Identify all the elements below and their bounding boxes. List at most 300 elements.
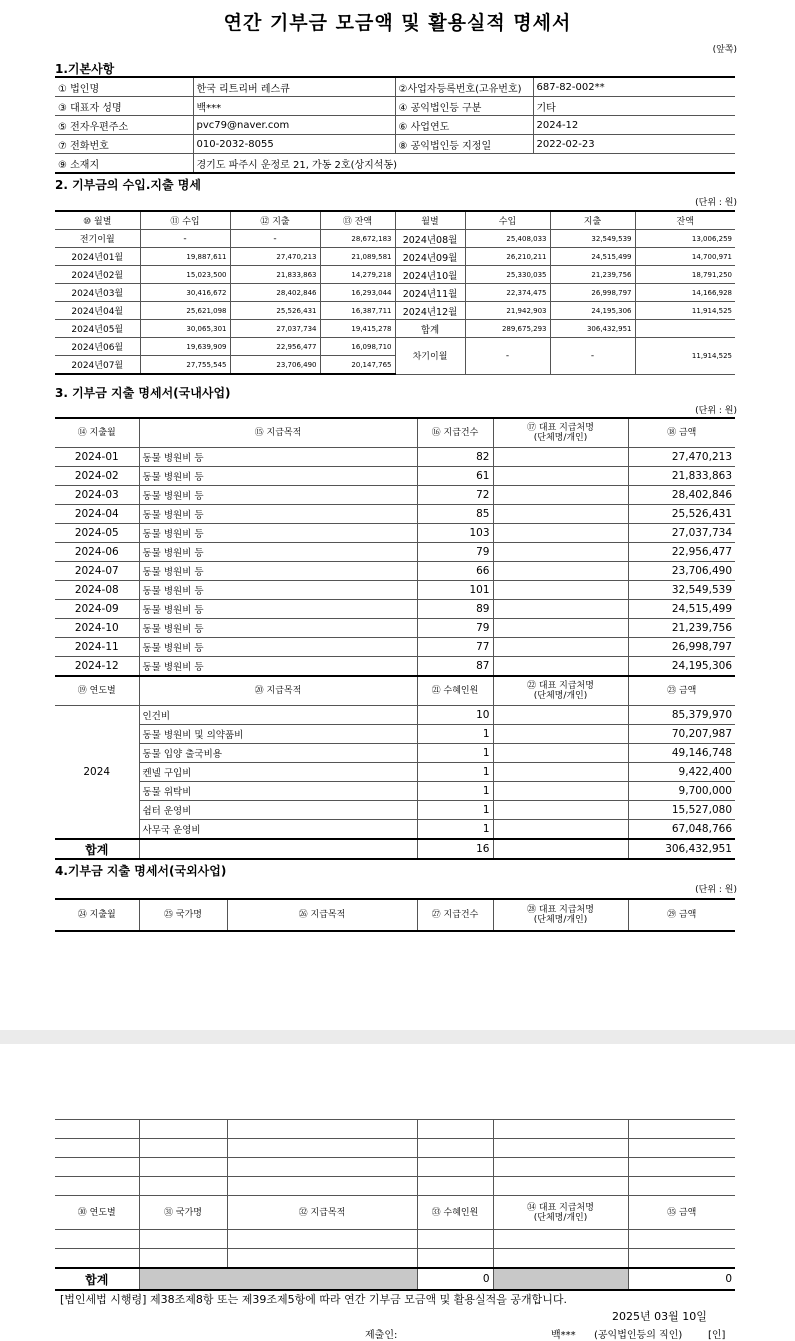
expense-amount: 9,700,000 [628, 782, 735, 801]
expense-month: 2024-01 [55, 448, 139, 467]
recipient-name [493, 448, 628, 467]
expense-purpose: 동물 입양 출국비용 [139, 744, 417, 763]
section-4-heading: 4.기부금 지출 명세서(국외사업) [55, 864, 227, 878]
page-side-label: (앞쪽) [712, 45, 737, 55]
balance-cell: 16,293,044 [320, 284, 395, 302]
balance-cell: 14,166,928 [635, 284, 735, 302]
expense-amount: 27,470,213 [628, 448, 735, 467]
expense-cell: 21,239,756 [550, 266, 635, 284]
empty-cell [139, 1177, 227, 1196]
total-amount: 0 [628, 1268, 735, 1290]
balance-cell: 11,914,525 [635, 302, 735, 320]
empty-cell [628, 1177, 735, 1196]
column-header: ㉜ 지급목적 [227, 1196, 417, 1230]
empty-cell [55, 1249, 139, 1269]
table-row [55, 782, 735, 801]
empty-cell [227, 1177, 417, 1196]
table-row [55, 338, 735, 356]
expense-purpose: 사무국 운영비 [139, 820, 417, 840]
expense-month: 2024-05 [55, 524, 139, 543]
empty-cell [417, 1230, 493, 1249]
grey-cell [139, 1268, 417, 1290]
empty-cell [139, 1158, 227, 1177]
month-cell: 2024년05월 [55, 320, 140, 338]
column-header: ㉟ 금액 [628, 1196, 735, 1230]
expense-purpose: 쉼터 운영비 [139, 801, 417, 820]
table-row [55, 524, 735, 543]
column-header: ㉘ 대표 지급처명 (단체명/개인) [493, 899, 628, 931]
month-cell: 2024년12월 [395, 302, 465, 320]
balance-cell: 21,089,581 [320, 248, 395, 266]
empty-cell [628, 1249, 735, 1269]
recipient-name [493, 657, 628, 677]
table-row [55, 154, 735, 174]
empty-cell [493, 1177, 628, 1196]
beneficiary-count: 1 [417, 782, 493, 801]
empty-cell [493, 1249, 628, 1269]
column-header: ⑰ 대표 지급처명 (단체명/개인) [493, 418, 628, 448]
table-row [55, 248, 735, 266]
expense-amount: 85,379,970 [628, 706, 735, 725]
empty-cell [55, 1230, 139, 1249]
field-value: pvc79@naver.com [193, 116, 395, 135]
expense-amount: 23,706,490 [628, 562, 735, 581]
column-header: 수입 [465, 211, 550, 230]
expense-month: 2024-08 [55, 581, 139, 600]
expense-purpose: 동물 병원비 등 [139, 505, 417, 524]
empty-cell [139, 1230, 227, 1249]
field-label: ⑥ 사업연도 [395, 116, 533, 135]
expense-purpose: 동물 병원비 등 [139, 448, 417, 467]
expense-cell: - [230, 230, 320, 248]
empty-cell [417, 1158, 493, 1177]
table-row [55, 657, 735, 677]
table-row [55, 1249, 735, 1269]
expense-month: 2024-09 [55, 600, 139, 619]
table-row [55, 744, 735, 763]
expense-amount: 67,048,766 [628, 820, 735, 840]
carry-label: 차기이월 [395, 338, 465, 375]
total-label: 합계 [55, 839, 139, 859]
field-value: 2024-12 [533, 116, 735, 135]
expense-cell: 25,526,431 [230, 302, 320, 320]
expense-amount: 26,998,797 [628, 638, 735, 657]
empty-cell [493, 1139, 628, 1158]
table-row [55, 97, 735, 116]
expense-purpose: 켄넬 구입비 [139, 763, 417, 782]
month-cell: 전기이월 [55, 230, 140, 248]
submitter-name: 백*** [551, 1330, 576, 1341]
recipient-name [493, 562, 628, 581]
expense-cell: 306,432,951 [550, 320, 635, 338]
column-header: ⑭ 지출월 [55, 418, 139, 448]
table-row [55, 543, 735, 562]
empty-cell [493, 1120, 628, 1139]
total-amount: 306,432,951 [628, 839, 735, 859]
expense-count: 82 [417, 448, 493, 467]
field-label: ④ 공익법인등 구분 [395, 97, 533, 116]
month-cell: 합계 [395, 320, 465, 338]
recipient-name [493, 486, 628, 505]
recipient-name [493, 725, 628, 744]
section-2-heading: 2. 기부금의 수입.지출 명세 [55, 178, 201, 192]
income-cell: 19,887,611 [140, 248, 230, 266]
empty-cell [628, 1120, 735, 1139]
column-header: ㉖ 지급목적 [227, 899, 417, 931]
section-3-heading: 3. 기부금 지출 명세서(국내사업) [55, 386, 231, 400]
recipient-name [493, 619, 628, 638]
income-cell: 19,639,909 [140, 338, 230, 356]
column-header: ㉒ 대표 지급처명 (단체명/개인) [493, 676, 628, 706]
section-4-unit: (단위 : 원) [695, 885, 737, 895]
expense-amount: 22,956,477 [628, 543, 735, 562]
expense-purpose: 동물 병원비 등 [139, 486, 417, 505]
balance-cell: 13,006,259 [635, 230, 735, 248]
empty-cell [55, 1139, 139, 1158]
expense-count: 79 [417, 619, 493, 638]
recipient-name [493, 744, 628, 763]
empty-cell [417, 1139, 493, 1158]
expense-count: 77 [417, 638, 493, 657]
table-row [55, 486, 735, 505]
month-cell: 2024년06월 [55, 338, 140, 356]
table-row [55, 820, 735, 840]
empty-cell [628, 1139, 735, 1158]
form-page-2 [0, 1044, 795, 1339]
expense-cell: 22,956,477 [230, 338, 320, 356]
column-header: ㉙ 금액 [628, 899, 735, 931]
seal-mark: [인] [708, 1330, 726, 1341]
expense-count: 87 [417, 657, 493, 677]
field-label: ① 법인명 [55, 77, 193, 97]
expense-amount: 15,527,080 [628, 801, 735, 820]
expense-amount: 21,239,756 [628, 619, 735, 638]
field-label: ⑨ 소재지 [55, 154, 193, 174]
column-header: ㉝ 수혜인원 [417, 1196, 493, 1230]
expense-cell: 27,037,734 [230, 320, 320, 338]
expense-purpose: 동물 병원비 등 [139, 619, 417, 638]
expense-amount: 70,207,987 [628, 725, 735, 744]
empty-cell [628, 1158, 735, 1177]
table-row [55, 284, 735, 302]
empty-cell [227, 1158, 417, 1177]
expense-amount: 24,515,499 [628, 600, 735, 619]
recipient-name [493, 782, 628, 801]
empty-cell [493, 1230, 628, 1249]
expense-count: 103 [417, 524, 493, 543]
expense-purpose: 동물 병원비 등 [139, 562, 417, 581]
recipient-name [493, 801, 628, 820]
empty-cell [628, 1230, 735, 1249]
column-header: ⑪ 수입 [140, 211, 230, 230]
column-header: ㉕ 국가명 [139, 899, 227, 931]
month-cell: 2024년09월 [395, 248, 465, 266]
expense-amount: 25,526,431 [628, 505, 735, 524]
income-cell: 30,065,301 [140, 320, 230, 338]
table-cell [493, 839, 628, 859]
month-cell: 2024년01월 [55, 248, 140, 266]
month-cell: 2024년03월 [55, 284, 140, 302]
table-row [55, 562, 735, 581]
recipient-name [493, 820, 628, 840]
income-cell: 26,210,211 [465, 248, 550, 266]
column-header: ⑩ 월별 [55, 211, 140, 230]
expense-purpose: 동물 병원비 등 [139, 467, 417, 486]
expense-cell: 21,833,863 [230, 266, 320, 284]
balance-cell: 28,672,183 [320, 230, 395, 248]
recipient-name [493, 543, 628, 562]
column-header: ⑬ 잔액 [320, 211, 395, 230]
income-cell: 289,675,293 [465, 320, 550, 338]
income-cell: - [140, 230, 230, 248]
column-header: ⑳ 지급목적 [139, 676, 417, 706]
column-header: ㉑ 수혜인원 [417, 676, 493, 706]
income-cell: 15,023,500 [140, 266, 230, 284]
field-value: 한국 리트리버 레스큐 [193, 77, 395, 97]
income-cell: 25,621,098 [140, 302, 230, 320]
expense-purpose: 동물 병원비 등 [139, 543, 417, 562]
empty-cell [417, 1249, 493, 1269]
column-header: 잔액 [635, 211, 735, 230]
expense-month: 2024-11 [55, 638, 139, 657]
month-cell: 2024년08월 [395, 230, 465, 248]
income-cell: 27,755,545 [140, 356, 230, 375]
section-2-unit: (단위 : 원) [695, 198, 737, 208]
table-row [55, 505, 735, 524]
month-cell: 2024년02월 [55, 266, 140, 284]
beneficiary-count: 1 [417, 801, 493, 820]
expense-amount: 32,549,539 [628, 581, 735, 600]
beneficiary-count: 10 [417, 706, 493, 725]
column-header: ㉞ 대표 지급처명 (단체명/개인) [493, 1196, 628, 1230]
recipient-name [493, 763, 628, 782]
table-row [55, 619, 735, 638]
empty-cell [139, 1139, 227, 1158]
field-value: 010-2032-8055 [193, 135, 395, 154]
field-label: ②사업자등록번호(고유번호) [395, 77, 533, 97]
balance-cell: 16,098,710 [320, 338, 395, 356]
column-header: ㉛ 국가명 [139, 1196, 227, 1230]
expense-purpose: 동물 병원비 등 [139, 600, 417, 619]
law-notice: [법인세법 시행령] 제38조제8항 또는 제39조제5항에 따라 연간 기부금 모금액 및 활용실적을 공개합니다. [60, 1293, 567, 1306]
table-row [55, 230, 735, 248]
monthly-income-expense-table [55, 210, 735, 375]
expense-month: 2024-06 [55, 543, 139, 562]
balance-cell: 14,700,971 [635, 248, 735, 266]
table-row [55, 1230, 735, 1249]
column-header: ⑲ 연도별 [55, 676, 139, 706]
expense-purpose: 동물 위탁비 [139, 782, 417, 801]
total-count: 0 [417, 1268, 493, 1290]
expense-purpose: 동물 병원비 등 [139, 638, 417, 657]
field-label: ③ 대표자 성명 [55, 97, 193, 116]
grey-cell [493, 1268, 628, 1290]
expense-purpose: 동물 병원비 등 [139, 657, 417, 677]
table-row [55, 135, 735, 154]
recipient-name [493, 505, 628, 524]
carry-balance: 11,914,525 [635, 338, 735, 375]
recipient-name [493, 524, 628, 543]
expense-count: 85 [417, 505, 493, 524]
table-row [55, 1196, 735, 1230]
table-row [55, 448, 735, 467]
carry-expense: - [550, 338, 635, 375]
empty-cell [227, 1230, 417, 1249]
expense-amount: 24,195,306 [628, 657, 735, 677]
balance-cell: 20,147,765 [320, 356, 395, 375]
column-header: ⑫ 지출 [230, 211, 320, 230]
expense-month: 2024-03 [55, 486, 139, 505]
expense-amount: 21,833,863 [628, 467, 735, 486]
income-cell: 25,330,035 [465, 266, 550, 284]
expense-cell: 23,706,490 [230, 356, 320, 375]
empty-cell [227, 1120, 417, 1139]
column-header: ⑯ 지급건수 [417, 418, 493, 448]
table-row [55, 676, 735, 706]
expense-cell: 32,549,539 [550, 230, 635, 248]
column-header: ㉔ 지출월 [55, 899, 139, 931]
year-cell: 2024 [55, 706, 139, 840]
expense-amount: 49,146,748 [628, 744, 735, 763]
total-label: 합계 [55, 1268, 139, 1290]
beneficiary-count: 1 [417, 763, 493, 782]
income-cell: 21,942,903 [465, 302, 550, 320]
balance-cell: 18,791,250 [635, 266, 735, 284]
empty-cell [227, 1139, 417, 1158]
overseas-expense-table [55, 898, 735, 932]
expense-count: 66 [417, 562, 493, 581]
table-row [55, 763, 735, 782]
table-row [55, 211, 735, 230]
month-cell: 2024년04월 [55, 302, 140, 320]
table-row [55, 1158, 735, 1177]
table-row [55, 600, 735, 619]
recipient-name [493, 638, 628, 657]
submission-date: 2025년 03월 10일 [612, 1310, 707, 1323]
month-cell: 2024년10월 [395, 266, 465, 284]
expense-count: 79 [417, 543, 493, 562]
submitter-label: 제출인: [365, 1330, 398, 1341]
recipient-name [493, 706, 628, 725]
table-row [55, 302, 735, 320]
expense-purpose: 동물 병원비 등 [139, 581, 417, 600]
income-cell: 25,408,033 [465, 230, 550, 248]
field-value: 기타 [533, 97, 735, 116]
table-row [55, 725, 735, 744]
recipient-name [493, 467, 628, 486]
basic-info-table [55, 76, 735, 174]
month-cell: 2024년07월 [55, 356, 140, 375]
month-cell: 2024년11월 [395, 284, 465, 302]
overseas-yearly-table [55, 1119, 735, 1291]
empty-cell [493, 1158, 628, 1177]
expense-count: 101 [417, 581, 493, 600]
expense-count: 72 [417, 486, 493, 505]
table-row [55, 638, 735, 657]
beneficiary-count: 1 [417, 725, 493, 744]
expense-month: 2024-04 [55, 505, 139, 524]
table-row [55, 839, 735, 859]
total-count: 16 [417, 839, 493, 859]
field-value: 2022-02-23 [533, 135, 735, 154]
table-row [55, 801, 735, 820]
field-value: 백*** [193, 97, 395, 116]
expense-amount: 27,037,734 [628, 524, 735, 543]
balance-cell: 16,387,711 [320, 302, 395, 320]
table-row [55, 116, 735, 135]
carry-income: - [465, 338, 550, 375]
table-row [55, 1268, 735, 1290]
expense-amount: 9,422,400 [628, 763, 735, 782]
section-1-heading: 1.기본사항 [55, 62, 115, 76]
recipient-name [493, 581, 628, 600]
field-value: 경기도 파주시 운정로 21, 가동 2호(상지석동) [193, 154, 735, 174]
balance-cell [635, 320, 735, 338]
table-cell [139, 839, 417, 859]
income-cell: 30,416,672 [140, 284, 230, 302]
expense-amount: 28,402,846 [628, 486, 735, 505]
column-header: ⑮ 지급목적 [139, 418, 417, 448]
field-value: 687-82-002** [533, 77, 735, 97]
table-row [55, 706, 735, 725]
empty-cell [139, 1249, 227, 1269]
empty-cell [55, 1120, 139, 1139]
beneficiary-count: 1 [417, 820, 493, 840]
column-header: 월별 [395, 211, 465, 230]
empty-cell [139, 1120, 227, 1139]
beneficiary-count: 1 [417, 744, 493, 763]
field-label: ⑤ 전자우편주소 [55, 116, 193, 135]
column-header: ㉗ 지급건수 [417, 899, 493, 931]
table-row [55, 1139, 735, 1158]
income-cell: 22,374,475 [465, 284, 550, 302]
expense-purpose: 인건비 [139, 706, 417, 725]
submitter-role: (공익법인등의 직인) [594, 1330, 683, 1341]
expense-cell: 28,402,846 [230, 284, 320, 302]
table-row [55, 581, 735, 600]
expense-cell: 24,515,499 [550, 248, 635, 266]
expense-cell: 27,470,213 [230, 248, 320, 266]
table-row [55, 266, 735, 284]
balance-cell: 19,415,278 [320, 320, 395, 338]
field-label: ⑦ 전화번호 [55, 135, 193, 154]
table-row [55, 899, 735, 931]
table-row [55, 418, 735, 448]
column-header: ⑱ 금액 [628, 418, 735, 448]
column-header: ㉚ 연도별 [55, 1196, 139, 1230]
recipient-name [493, 600, 628, 619]
empty-cell [55, 1158, 139, 1177]
column-header: ㉓ 금액 [628, 676, 735, 706]
table-row [55, 1120, 735, 1139]
section-3-unit: (단위 : 원) [695, 406, 737, 416]
empty-cell [417, 1120, 493, 1139]
expense-month: 2024-10 [55, 619, 139, 638]
empty-cell [417, 1177, 493, 1196]
expense-count: 89 [417, 600, 493, 619]
form-title: 연간 기부금 모금액 및 활용실적 명세서 [223, 12, 572, 34]
table-row [55, 320, 735, 338]
table-row [55, 1177, 735, 1196]
expense-purpose: 동물 병원비 등 [139, 524, 417, 543]
column-header: 지출 [550, 211, 635, 230]
balance-cell: 14,279,218 [320, 266, 395, 284]
expense-month: 2024-02 [55, 467, 139, 486]
expense-purpose: 동물 병원비 및 의약품비 [139, 725, 417, 744]
expense-cell: 26,998,797 [550, 284, 635, 302]
domestic-expense-table [55, 417, 735, 860]
empty-cell [227, 1249, 417, 1269]
